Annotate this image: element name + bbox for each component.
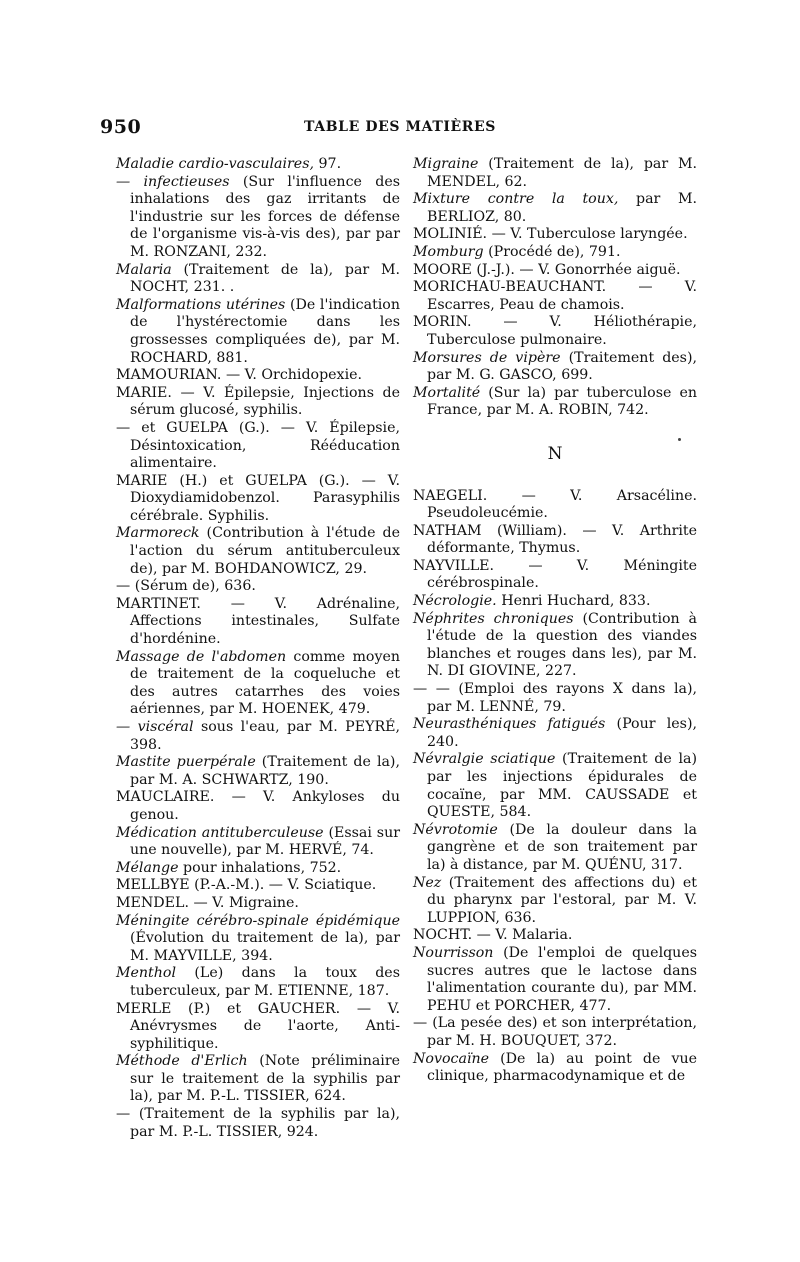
index-term: Névrotomie xyxy=(413,821,498,838)
index-group-n xyxy=(413,488,697,1086)
index-entry xyxy=(116,649,400,719)
index-entry xyxy=(116,367,400,385)
index-text: NOCHT. — V. Malaria. xyxy=(413,927,573,944)
index-text: (De la douleur dans la gangrène et de son traitement par la) à distance, par M. QUÉNU, 317. xyxy=(427,821,697,873)
index-entry xyxy=(116,385,400,420)
index-term: Menthol xyxy=(116,965,176,982)
index-entry xyxy=(413,244,697,262)
page-header xyxy=(100,116,700,140)
index-text: (Traitement de la), par M. NOCHT, 231. . xyxy=(130,261,400,296)
index-term: Novocaïne xyxy=(413,1050,489,1067)
index-entry xyxy=(116,297,400,367)
index-text: (De l'indication de l'hystérectomie dans les grossesses compliquées de), par M. ROCHARD, 881. xyxy=(130,296,400,366)
index-text: (Contribution à l'étude de l'action du sérum antituberculeux de), par M. BOHDANOWICZ, 29. xyxy=(130,525,400,577)
index-entry xyxy=(413,191,697,226)
index-text: (Contribution à l'étude de la question des viandes blanches et rouges dans les), par M. N. DI GIOVINE, 227. xyxy=(427,610,697,680)
page-number: 950 xyxy=(100,116,142,138)
index-text: (Pour les), 240. xyxy=(427,716,697,750)
index-term: Nez xyxy=(413,874,442,891)
index-term: Morsures de vipère xyxy=(413,349,561,366)
index-text: (Sur la) par tuberculose en France, par M. A. ROBIN, 742. xyxy=(427,384,697,419)
index-text: NAEGELI. — V. Arsacéline. Pseudoleucémie. xyxy=(413,487,697,522)
index-term: Momburg xyxy=(413,243,484,260)
index-text: (Évolution du traitement de la), par M. MAYVILLE, 394. xyxy=(130,930,400,964)
index-text: MORICHAU-BEAUCHANT. — V. Escarres, Peau de chamois. xyxy=(413,279,697,313)
index-term: Mortalité xyxy=(413,384,481,401)
index-text: MENDEL. — V. Migraine. xyxy=(116,894,299,911)
index-text: MERLE (P.) et GAUCHER. — V. Anévrysmes de l'aorte, Anti-syphilitique. xyxy=(116,1000,400,1052)
index-term: Méningite cérébro-spinale épidémique xyxy=(116,912,400,929)
index-entry xyxy=(413,350,697,385)
index-text: (Traitement des), par M. G. GASCO, 699. xyxy=(427,349,698,384)
index-text: — (Sérum de), 636. xyxy=(116,578,256,595)
index-text: NAYVILLE. — V. Méningite cérébrospinale. xyxy=(413,557,697,592)
index-text: (De la) au point de vue clinique, pharmacodynamique et de xyxy=(427,1050,697,1085)
index-entry xyxy=(413,156,697,191)
index-entry xyxy=(413,945,697,1015)
index-text: sous l'eau, par M. PEYRÉ, 398. xyxy=(130,719,400,753)
index-term: Maladie cardio-vasculaires, xyxy=(116,156,314,172)
index-entry xyxy=(413,279,697,314)
index-text: MOORE (J.-J.). — V. Gonorrhée aiguë. xyxy=(413,261,681,278)
index-text: (Traitement de la), par M. A. SCHWARTZ, 190. xyxy=(130,754,400,788)
index-entry xyxy=(116,473,400,526)
index-text: — (La pesée des) et son interprétation, par M. H. BOUQUET, 372. xyxy=(413,1015,697,1049)
index-entry xyxy=(413,385,697,420)
index-entry xyxy=(413,226,697,244)
index-text: NATHAM (William). — V. Arthrite déformante, Thymus. xyxy=(413,522,697,557)
index-term: Mastite puerpérale xyxy=(116,754,256,771)
index-term: Nourrisson xyxy=(413,944,494,961)
index-term: — viscéral xyxy=(116,719,194,735)
index-text: (Procédé de), 791. xyxy=(483,243,621,260)
index-entry xyxy=(413,558,697,593)
index-text: (Le) dans la toux des tuberculeux, par M. ETIENNE, 187. xyxy=(130,965,400,999)
right-column xyxy=(413,156,697,1086)
index-entry xyxy=(116,174,400,262)
index-group-m-continued xyxy=(413,156,697,420)
index-term: Neurasthéniques fatigués xyxy=(413,716,606,733)
index-term: Mélange xyxy=(116,859,179,876)
index-text: Henri Huchard, 833. xyxy=(496,593,651,610)
index-entry xyxy=(116,420,400,473)
index-text: MELLBYE (P.-A.-M.). — V. Sciatique. xyxy=(116,877,377,894)
index-text: MAUCLAIRE. — V. Ankyloses du genou. xyxy=(116,789,400,823)
stray-dot xyxy=(678,438,681,441)
index-text: — et GUELPA (G.). — V. Épilepsie, Désintoxication, Rééducation alimentaire. xyxy=(116,419,400,472)
index-term: Néphrites chroniques xyxy=(413,610,574,627)
index-text: comme moyen de traitement de la coqueluche et des autres catarrhes des voies aériennes, par M. HOENEK, 479. xyxy=(130,648,400,718)
index-entry xyxy=(116,965,400,1000)
index-text: (Essai sur une nouvelle), par M. HERVÉ, 74. xyxy=(130,824,401,859)
index-text: (Sur l'influence des inhalations des gaz irritants de l'industrie sur les forces de défense de l'organisme vis-à-vis des), par par M. RONZANI, 232. xyxy=(130,173,400,260)
index-text: pour inhalations, 752. xyxy=(178,859,342,876)
index-term: Malformations utérines xyxy=(116,296,286,313)
index-entry xyxy=(413,593,697,611)
index-entry xyxy=(413,611,697,681)
index-text: MARTINET. — V. Adrénaline, Affections intestinales, Sulfate d'hordénine. xyxy=(116,595,400,648)
left-column xyxy=(116,156,400,1141)
index-entry xyxy=(413,927,697,945)
index-term: Nécrologie. xyxy=(413,593,497,610)
index-text: MOLINIÉ. — V. Tuberculose laryngée. xyxy=(413,226,688,243)
index-text: 97. xyxy=(314,156,342,172)
index-text: MAMOURIAN. — V. Orchidopexie. xyxy=(116,367,363,384)
index-entry xyxy=(116,895,400,913)
index-term: Médication antituberculeuse xyxy=(116,824,324,841)
index-term: Mixture contre la toux, xyxy=(413,191,619,208)
index-entry xyxy=(116,596,400,649)
index-entry xyxy=(413,875,697,928)
index-entry xyxy=(116,754,400,789)
index-text: (Traitement de la) par les injections épidurales de cocaïne, par MM. CAUSSADE et QUESTE, 584. xyxy=(427,751,697,821)
index-text: (Traitement de la), par M. MENDEL, 62. xyxy=(427,156,697,190)
index-entry xyxy=(116,877,400,895)
index-entry xyxy=(116,1106,400,1141)
index-term: Migraine xyxy=(413,156,479,172)
index-text: par M. BERLIOZ, 80. xyxy=(427,191,697,225)
index-text: (Note préliminaire sur le traitement de la syphilis par la), par M. P.-L. TISSIER, 624. xyxy=(130,1053,401,1105)
index-term: Névralgie sciatique xyxy=(413,751,556,768)
index-entry xyxy=(413,681,697,716)
index-text: MARIE (H.) et GUELPA (G.). — V. Dioxydiamidobenzol. Parasyphilis cérébrale. Syphilis. xyxy=(116,472,400,524)
index-entry xyxy=(413,488,697,523)
index-entry xyxy=(413,822,697,875)
index-entry xyxy=(116,1001,400,1054)
index-text: — (Traitement de la syphilis par la), par M. P.-L. TISSIER, 924. xyxy=(116,1106,400,1140)
index-entry xyxy=(413,314,697,349)
index-text: MORIN. — V. Héliothérapie, Tuberculose pulmonaire. xyxy=(413,314,697,348)
index-text: (Traitement des affections du) et du pharynx par l'estoral, par M. V. LUPPION, 636. xyxy=(427,874,697,926)
index-entry xyxy=(116,262,400,297)
index-entry xyxy=(116,825,400,860)
index-term: Marmoreck xyxy=(116,525,200,542)
index-text: — — (Emploi des rayons X dans la), par M. LENNÉ, 79. xyxy=(413,681,697,715)
index-entry xyxy=(116,1053,400,1106)
index-entry xyxy=(116,789,400,824)
index-term: — infectieuses xyxy=(116,173,230,190)
index-entry xyxy=(413,1051,697,1086)
index-entry xyxy=(413,716,697,751)
index-term: Massage de l'abdomen xyxy=(116,648,287,665)
index-term: Méthode d'Erlich xyxy=(116,1053,248,1070)
section-letter: N xyxy=(547,443,563,464)
index-entry xyxy=(116,860,400,878)
index-entry xyxy=(116,525,400,578)
index-entry xyxy=(413,262,697,280)
index-text: MARIE. — V. Épilepsie, Injections de sérum glucosé, syphilis. xyxy=(116,384,400,419)
index-term: Malaria xyxy=(116,261,172,278)
index-entry xyxy=(116,156,400,174)
index-text: (De l'emploi de quelques sucres autres que le lactose dans l'alimentation courante du), par MM. PEHU et PORCHER, 477. xyxy=(427,944,697,1014)
index-entry xyxy=(413,1015,697,1050)
index-entry xyxy=(116,578,400,596)
index-entry xyxy=(116,913,400,966)
index-entry xyxy=(116,719,400,754)
index-entry xyxy=(413,751,697,821)
running-title: TABLE DES MATIÈRES xyxy=(304,119,496,135)
index-entry xyxy=(413,523,697,558)
